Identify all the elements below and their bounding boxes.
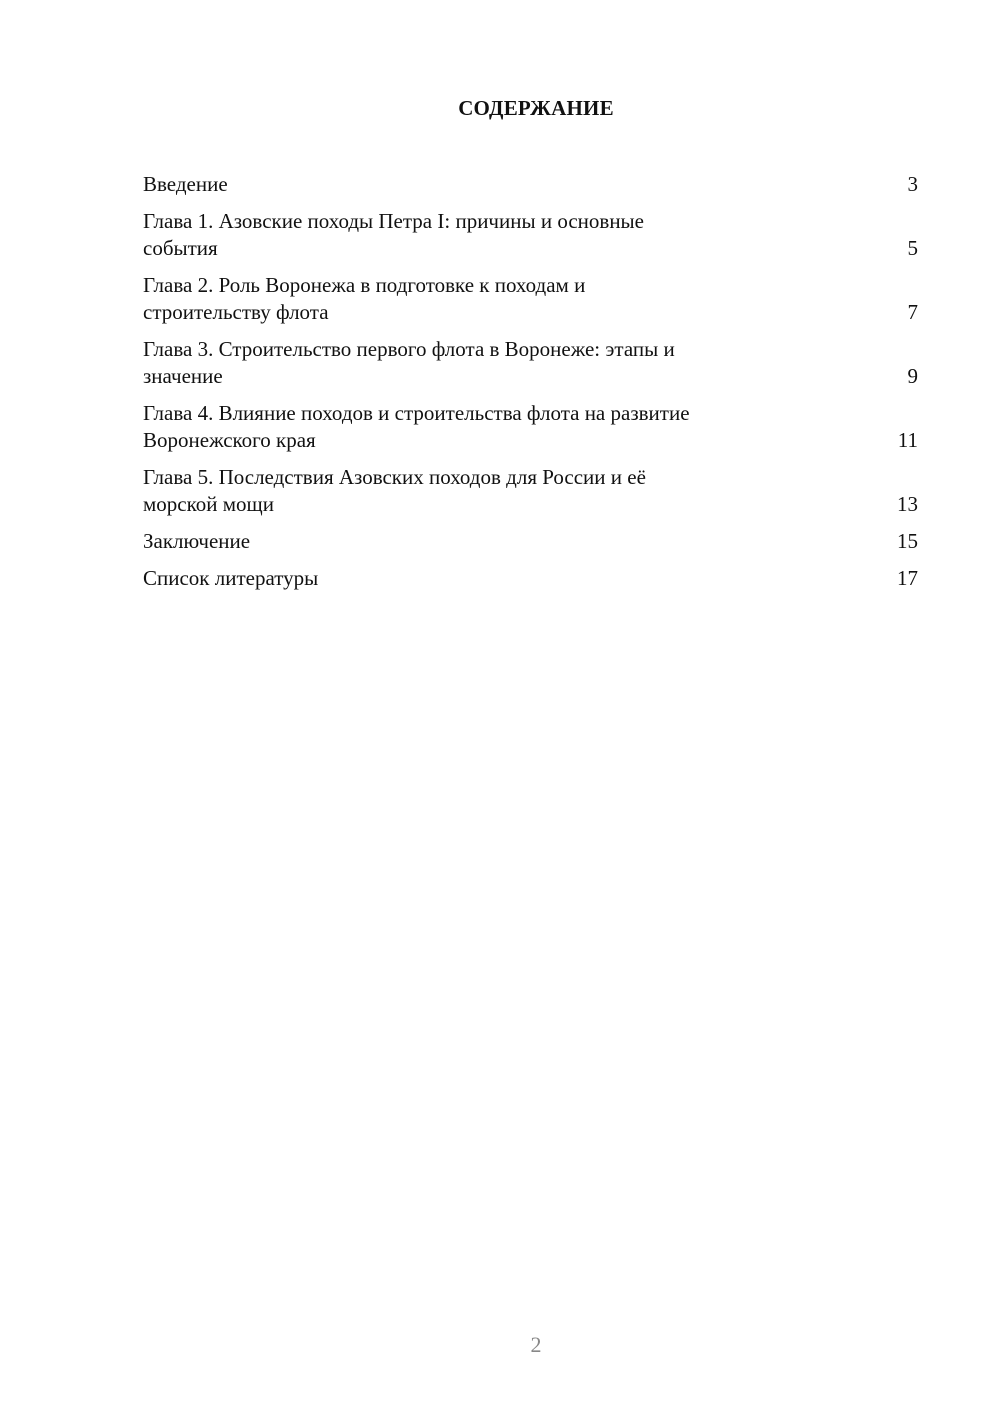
toc-entry-page: 7 (907, 300, 918, 324)
toc-entry-chapter-5[interactable] (143, 464, 918, 518)
toc-entry-text: Глава 2. Роль Воронежа в подготовке к походам и строительству флота (143, 273, 586, 324)
toc-entry-text: Список литературы (143, 566, 319, 590)
toc-entry-chapter-3[interactable] (143, 336, 918, 390)
toc-entry-text: Глава 1. Азовские походы Петра I: причины и основные события (143, 209, 644, 260)
toc-entry-page: 3 (907, 172, 918, 196)
toc-entry-conclusion[interactable] (143, 528, 918, 555)
toc-entry-page: 15 (897, 529, 918, 553)
toc-entry-chapter-4[interactable] (143, 400, 918, 454)
toc-entry-text: Глава 4. Влияние походов и строительства флота на развитие Воронежского края (143, 401, 690, 452)
toc-entry-page: 13 (897, 492, 918, 516)
toc-entry-introduction[interactable] (143, 171, 918, 198)
toc-entry-page: 17 (897, 566, 918, 590)
toc-entry-page: 11 (897, 428, 918, 452)
toc-entry-text: Введение (143, 172, 228, 196)
toc-entry-chapter-2[interactable] (143, 272, 918, 326)
toc-entry-text: Глава 3. Строительство первого флота в Воронеже: этапы и значение (143, 337, 675, 388)
page-number: 2 (530, 1332, 542, 1357)
toc-entry-text: Заключение (143, 529, 251, 553)
toc-entry-page: 9 (907, 364, 918, 388)
toc-entry-page: 5 (907, 236, 918, 260)
toc-entry-text: Глава 5. Последствия Азовских походов для России и её морской мощи (143, 465, 646, 516)
toc-heading: СОДЕРЖАНИЕ (458, 96, 614, 120)
table-of-contents (143, 171, 918, 602)
toc-entry-chapter-1[interactable] (143, 208, 918, 262)
toc-entry-bibliography[interactable] (143, 565, 918, 592)
